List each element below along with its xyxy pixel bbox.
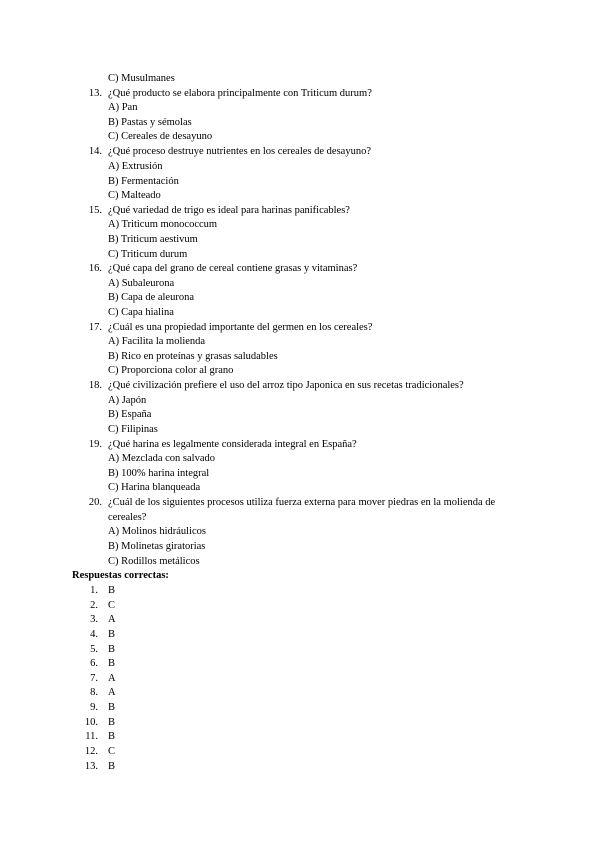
option-line: B) España bbox=[108, 409, 152, 420]
option-line: A) Extrusión bbox=[108, 161, 163, 172]
option-line: C) Triticum durum bbox=[108, 249, 188, 260]
option-line: C) Musulmanes bbox=[108, 73, 175, 84]
answer-number: 12. bbox=[84, 746, 98, 757]
answer-number: 10. bbox=[84, 717, 98, 728]
option-line: A) Subaleurona bbox=[108, 278, 175, 289]
answer-value: B bbox=[108, 658, 116, 669]
answer-number: 11. bbox=[85, 731, 98, 742]
option-line: B) Capa de aleurona bbox=[108, 292, 195, 303]
option-line: B) Molinetas giratorias bbox=[108, 541, 206, 552]
option-line: C) Harina blanqueada bbox=[108, 482, 201, 493]
question-number: 19. bbox=[88, 439, 102, 450]
answer-value: C bbox=[108, 600, 116, 611]
option-line: C) Rodillos metálicos bbox=[108, 556, 200, 567]
answer-value: B bbox=[108, 585, 116, 596]
answer-value: B bbox=[108, 731, 116, 742]
answers-heading: Respuestas correctas: bbox=[72, 570, 169, 581]
option-line: C) Proporciona color al grano bbox=[108, 365, 234, 376]
question-text: ¿Qué variedad de trigo es ideal para harinas panificables? bbox=[108, 205, 350, 216]
question-text: ¿Cuál de los siguientes procesos utiliza fuerza externa para mover piedras en la molienda de bbox=[108, 497, 496, 508]
answer-value: A bbox=[108, 687, 116, 698]
option-line: B) Pastas y sémolas bbox=[108, 117, 192, 128]
question-text: ¿Qué producto se elabora principalmente con Triticum durum? bbox=[108, 88, 372, 99]
question-number: 18. bbox=[88, 380, 102, 391]
answer-number: 4. bbox=[90, 629, 98, 640]
answer-number: 3. bbox=[90, 614, 98, 625]
option-line: A) Pan bbox=[108, 102, 138, 113]
option-line: A) Facilita la molienda bbox=[108, 336, 206, 347]
answer-value: B bbox=[108, 644, 116, 655]
question-number: 13. bbox=[88, 88, 102, 99]
option-line: B) Fermentación bbox=[108, 176, 179, 187]
question-number: 17. bbox=[88, 322, 102, 333]
answer-value: A bbox=[108, 614, 116, 625]
question-text: ¿Qué capa del grano de cereal contiene grasas y vitaminas? bbox=[108, 263, 358, 274]
answer-number: 1. bbox=[90, 585, 98, 596]
option-line: A) Molinos hidráulicos bbox=[108, 526, 206, 537]
answer-value: B bbox=[108, 717, 116, 728]
option-line: A) Japón bbox=[108, 395, 147, 406]
answer-value: B bbox=[108, 761, 116, 772]
question-text: ¿Cuál es una propiedad importante del germen en los cereales? bbox=[108, 322, 373, 333]
question-text: ¿Qué civilización prefiere el uso del arroz tipo Japonica en sus recetas tradicionales? bbox=[108, 380, 464, 391]
answer-number: 6. bbox=[90, 658, 98, 669]
question-text: ¿Qué harina es legalmente considerada integral en España? bbox=[108, 439, 357, 450]
answer-number: 9. bbox=[90, 702, 98, 713]
question-text: ¿Qué proceso destruye nutrientes en los cereales de desayuno? bbox=[108, 146, 371, 157]
question-text-continuation: cereales? bbox=[108, 512, 147, 523]
answer-number: 5. bbox=[90, 644, 98, 655]
option-line: C) Cereales de desayuno bbox=[108, 131, 213, 142]
answer-value: C bbox=[108, 746, 116, 757]
option-line: B) Rico en proteínas y grasas saludables bbox=[108, 351, 278, 362]
option-line: A) Triticum monococcum bbox=[108, 219, 218, 230]
option-line: C) Malteado bbox=[108, 190, 161, 201]
question-number: 15. bbox=[88, 205, 102, 216]
option-line: A) Mezclada con salvado bbox=[108, 453, 215, 464]
answer-number: 13. bbox=[84, 761, 98, 772]
answer-number: 2. bbox=[90, 600, 98, 611]
answer-value: B bbox=[108, 629, 116, 640]
option-line: B) 100% harina integral bbox=[108, 468, 210, 479]
answer-value: B bbox=[108, 702, 116, 713]
question-number: 20. bbox=[88, 497, 102, 508]
question-number: 14. bbox=[88, 146, 102, 157]
answer-number: 8. bbox=[90, 687, 98, 698]
question-number: 16. bbox=[88, 263, 102, 274]
option-line: B) Triticum aestivum bbox=[108, 234, 198, 245]
option-line: C) Filipinas bbox=[108, 424, 158, 435]
answer-value: A bbox=[108, 673, 116, 684]
answer-number: 7. bbox=[90, 673, 98, 684]
option-line: C) Capa hialina bbox=[108, 307, 174, 318]
